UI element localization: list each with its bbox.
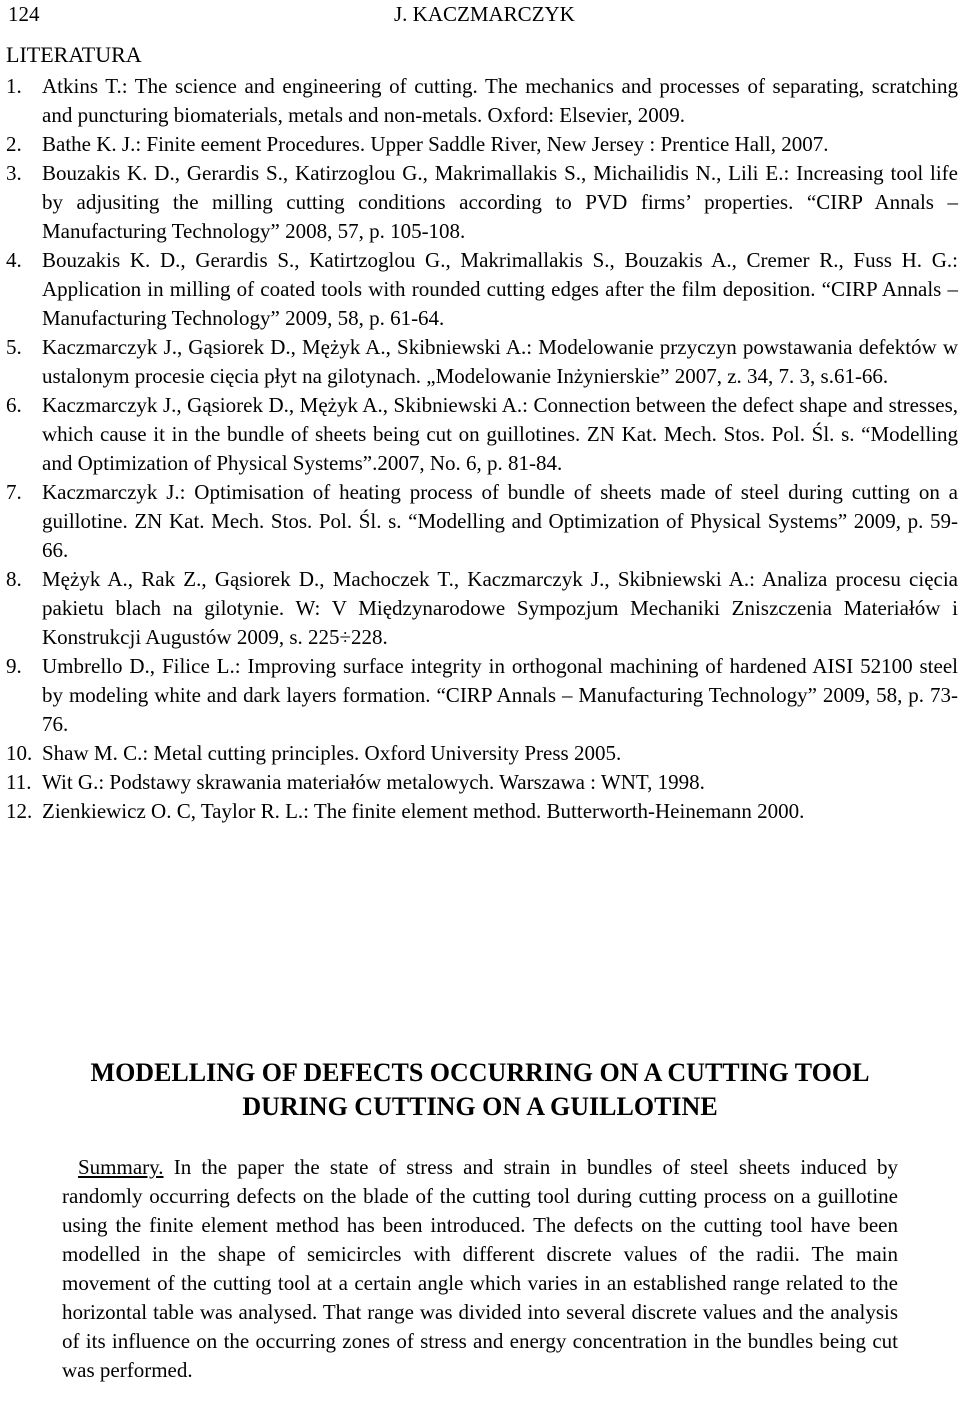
section-title: LITERATURA bbox=[6, 42, 142, 67]
reference-item bbox=[6, 72, 958, 130]
paper-title bbox=[0, 1056, 960, 1124]
paper-title-line: DURING CUTTING ON A GUILLOTINE bbox=[242, 1092, 718, 1121]
reference-item bbox=[6, 652, 958, 739]
reference-item bbox=[6, 159, 958, 246]
reference-text: Kaczmarczyk J., Gąsiorek D., Mężyk A., Skibniewski A.: Modelowanie przyczyn powstawania defektów w ustalonym procesie cięcia płyt na gilotynach. „Modelowanie Inżynierskie” 2007, z. 34, 7. 3, s.61-66. bbox=[42, 335, 958, 388]
reference-text: Mężyk A., Rak Z., Gąsiorek D., Machoczek T., Kaczmarczyk J., Skibniewski A.: Analiza procesu cięcia pakietu blach na gilotynie. W: V Międzynarodowe Sympozjum Mechaniki Zniszczenia Materiałów i Konstrukcji Augustów 2009, s. 225÷228. bbox=[42, 567, 958, 649]
reference-text: Umbrello D., Filice L.: Improving surface integrity in orthogonal machining of hardened AISI 52100 steel by modeling white and dark layers formation. “CIRP Annals – Manufacturing Technology” 2009, 58, p. 73-76. bbox=[42, 654, 958, 736]
reference-text: Bathe K. J.: Finite eement Procedures. Upper Saddle River, New Jersey : Prentice Hall, 2007. bbox=[42, 132, 829, 156]
paper-title-line: MODELLING OF DEFECTS OCCURRING ON A CUTTING TOOL bbox=[90, 1058, 870, 1087]
reference-number: 12. bbox=[6, 799, 33, 823]
reference-item bbox=[6, 391, 958, 478]
reference-number: 4. bbox=[6, 248, 22, 272]
reference-item bbox=[6, 797, 958, 826]
reference-item bbox=[6, 333, 958, 391]
reference-item bbox=[6, 565, 958, 652]
reference-item bbox=[6, 246, 958, 333]
reference-number: 10. bbox=[6, 741, 33, 765]
reference-text: Atkins T.: The science and engineering of cutting. The mechanics and processes of separating, scratching and puncturing biomaterials, metals and non-metals. Oxford: Elsevier, 2009. bbox=[42, 74, 958, 127]
reference-number: 8. bbox=[6, 567, 22, 591]
reference-text: Shaw M. C.: Metal cutting principles. Oxford University Press 2005. bbox=[42, 741, 622, 765]
reference-number: 2. bbox=[6, 132, 22, 156]
reference-text: Kaczmarczyk J.: Optimisation of heating process of bundle of sheets made of steel during cutting on a guillotine. ZN Kat. Mech. Stos. Pol. Śl. s. “Modelling and Optimization of Physical Systems” 2009, p. 59-66. bbox=[42, 480, 958, 562]
running-head: J. KACZMARCZYK bbox=[394, 2, 575, 26]
reference-number: 5. bbox=[6, 335, 22, 359]
reference-text: Bouzakis K. D., Gerardis S., Katirzoglou G., Makrimallakis S., Michailidis N., Lili E.: Increasing tool life by adjusiting the milling cutting conditions according to PVD firms’ properties. “CIRP Annals – Manufacturing Technology” 2008, 57, p. 105-108. bbox=[42, 161, 958, 243]
page-number: 124 bbox=[8, 2, 40, 26]
reference-text: Kaczmarczyk J., Gąsiorek D., Mężyk A., Skibniewski A.: Connection between the defect shape and stresses, which cause it in the bundle of sheets being cut on guillotines. ZN Kat. Mech. Stos. Pol. Śl. s. “Modelling and Optimization of Physical Systems”.2007, No. 6, p. 81-84. bbox=[42, 393, 958, 475]
reference-number: 3. bbox=[6, 161, 22, 185]
reference-number: 1. bbox=[6, 74, 22, 98]
reference-item bbox=[6, 739, 958, 768]
reference-number: 7. bbox=[6, 480, 22, 504]
reference-item bbox=[6, 478, 958, 565]
page-header bbox=[8, 0, 960, 28]
reference-item bbox=[6, 768, 958, 797]
summary-text: In the paper the state of stress and strain in bundles of steel sheets induced by randomly occurring defects on the blade of the cutting tool during cutting process on a guillotine using the finite element method has been introduced. The defects on the cutting tool have been modelled in the shape of semicircles with different discrete values of the radii. The main movement of the cutting tool at a certain angle which varies in an established range related to the horizontal table was analysed. That range was divided into several discrete values and the analysis of its influence on the occurring zones of stress and energy concentration in the bundles being cut was performed. bbox=[62, 1155, 898, 1382]
summary-label: Summary. bbox=[78, 1155, 164, 1179]
reference-text: Bouzakis K. D., Gerardis S., Katirtzoglou G., Makrimallakis S., Bouzakis A., Cremer R., Fuss H. G.: Application in milling of coated tools with rounded cutting edges after the film deposition. “CIRP Annals – Manufacturing Technology” 2009, 58, p. 61-64. bbox=[42, 248, 958, 330]
reference-item bbox=[6, 130, 958, 159]
reference-text: Zienkiewicz O. C, Taylor R. L.: The finite element method. Butterworth-Heinemann 2000. bbox=[42, 799, 805, 823]
reference-list bbox=[6, 72, 958, 826]
reference-number: 6. bbox=[6, 393, 22, 417]
reference-number: 11. bbox=[6, 770, 32, 794]
reference-number: 9. bbox=[6, 654, 22, 678]
summary-paragraph bbox=[62, 1153, 898, 1385]
reference-text: Wit G.: Podstawy skrawania materiałów metalowych. Warszawa : WNT, 1998. bbox=[42, 770, 705, 794]
